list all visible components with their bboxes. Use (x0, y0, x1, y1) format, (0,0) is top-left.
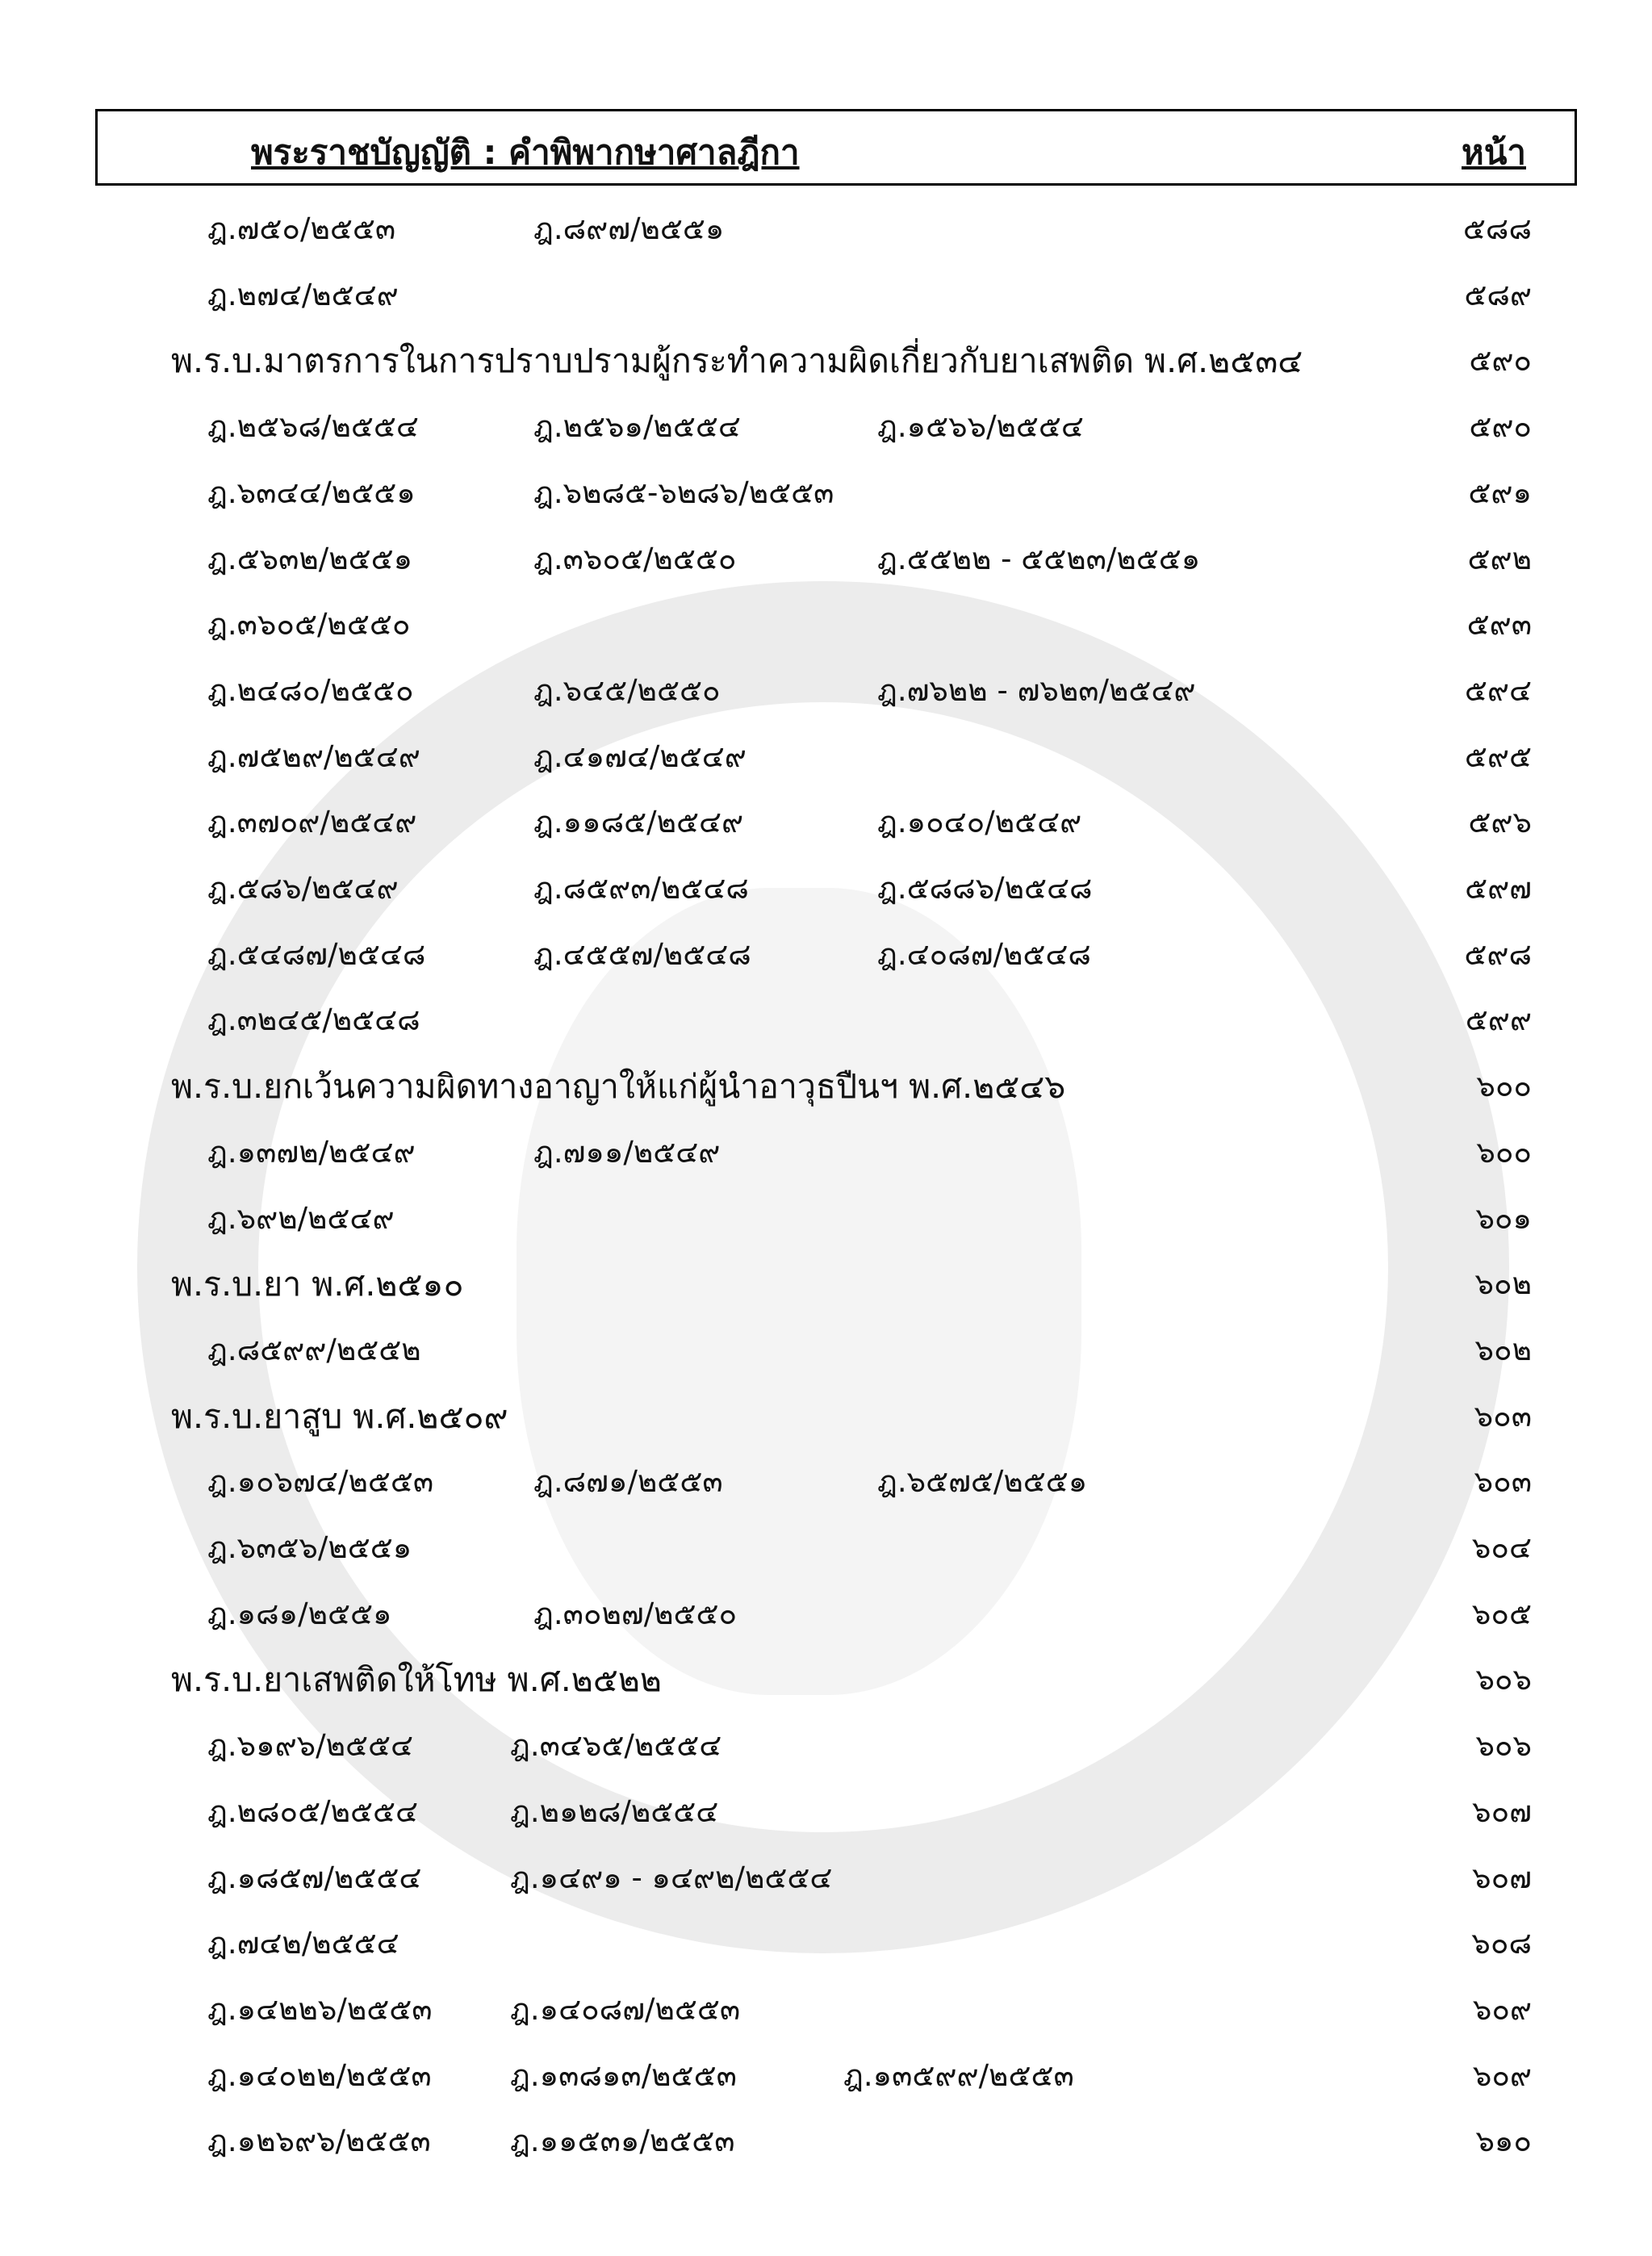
case-citation: ฎ.๘๕๙๓/๒๕๔๘ (533, 871, 749, 906)
page-number: ๕๙๖ (1468, 805, 1532, 840)
case-citation: ฎ.๗๕๐/๒๕๕๓ (207, 211, 396, 246)
act-title: พ.ร.บ.ยกเว้นความผิดทางอาญาให้แก่ผู้นำอาวุธปืนฯ พ.ศ.๒๕๔๖ (171, 1067, 1066, 1107)
case-citation: ฎ.๑๕๖๖/๒๕๕๔ (877, 409, 1084, 445)
case-citation: ฎ.๑๑๘๕/๒๕๔๙ (533, 805, 744, 840)
case-citation: ฎ.๑๓๘๑๓/๒๕๕๓ (510, 2057, 737, 2093)
index-header (95, 109, 1577, 186)
case-row (0, 996, 1652, 1044)
case-citation: ฎ.๗๑๑/๒๕๔๙ (533, 1134, 721, 1170)
page-number: ๖๐๖ (1475, 1662, 1532, 1697)
page-number: ๖๐๖ (1475, 1728, 1532, 1764)
case-row (0, 1524, 1652, 1572)
page-number: ๖๐๐ (1476, 1134, 1532, 1170)
case-row (0, 864, 1652, 913)
case-citation: ฎ.๑๔๙๑ - ๑๔๙๒/๒๕๕๔ (510, 1860, 833, 1895)
page-number: ๖๐๔ (1471, 1530, 1532, 1565)
case-citation: ฎ.๑๓๕๙๙/๒๕๕๓ (843, 2057, 1074, 2093)
case-citation: ฎ.๑๐๔๐/๒๕๔๙ (877, 805, 1082, 840)
case-row (0, 1128, 1652, 1177)
case-citation: ฎ.๕๖๓๒/๒๕๕๑ (207, 541, 413, 576)
case-citation: ฎ.๓๗๐๙/๒๕๔๙ (207, 805, 417, 840)
case-citation: ฎ.๑๔๐๘๗/๒๕๕๓ (510, 1991, 741, 2027)
case-citation: ฎ.๓๐๒๗/๒๕๕๐ (533, 1596, 738, 1631)
case-row (0, 205, 1652, 253)
case-citation: ฎ.๑๑๕๓๑/๒๕๕๓ (510, 2124, 735, 2159)
act-heading-row (0, 1062, 1652, 1111)
case-citation: ฎ.๓๖๐๕/๒๕๕๐ (207, 607, 411, 642)
case-row (0, 403, 1652, 451)
page-number: ๖๐๙ (1472, 2057, 1532, 2093)
case-row (0, 1722, 1652, 1770)
case-citation: ฎ.๖๕๗๕/๒๕๕๑ (877, 1464, 1088, 1500)
case-row (0, 1458, 1652, 1506)
case-row (0, 1195, 1652, 1243)
case-row (0, 271, 1652, 320)
page-number: ๕๙๗ (1465, 871, 1532, 906)
header-title: พระราชบัญญัติ : คำพิพากษาศาลฎีกา (251, 132, 800, 172)
page-number: ๖๐๓ (1474, 1464, 1532, 1500)
page-number: ๕๙๒ (1467, 541, 1532, 576)
case-citation: ฎ.๖๓๕๖/๒๕๕๑ (207, 1530, 412, 1565)
page-number: ๕๘๘ (1462, 211, 1532, 246)
case-citation: ฎ.๕๘๖/๒๕๔๙ (207, 871, 399, 906)
case-citation: ฎ.๓๖๐๕/๒๕๕๐ (533, 541, 737, 576)
case-citation: ฎ.๘๗๑/๒๕๕๓ (533, 1464, 723, 1500)
page-number: ๖๑๐ (1475, 2124, 1532, 2159)
case-citation: ฎ.๒๑๒๘/๒๕๕๔ (510, 1793, 719, 1829)
page-number: ๕๙๑ (1468, 475, 1532, 510)
case-citation: ฎ.๑๘๕๗/๒๕๕๔ (207, 1860, 422, 1895)
page-number: ๕๙๓ (1466, 607, 1532, 642)
header-page-label: หน้า (1462, 132, 1526, 172)
page-number: ๕๙๐ (1469, 409, 1532, 445)
case-row (0, 733, 1652, 781)
case-citation: ฎ.๕๔๘๗/๒๕๔๘ (207, 936, 426, 972)
case-citation: ฎ.๑๔๒๒๖/๒๕๕๓ (207, 1991, 433, 2027)
case-row (0, 1919, 1652, 1968)
case-citation: ฎ.๕๕๒๒ - ๕๕๒๓/๒๕๕๑ (877, 541, 1201, 576)
case-citation: ฎ.๕๘๘๖/๒๕๔๘ (877, 871, 1093, 906)
case-citation: ฎ.๑๓๗๒/๒๕๔๙ (207, 1134, 416, 1170)
page-number: ๕๙๕ (1464, 739, 1532, 774)
page-number: ๕๙๘ (1464, 936, 1532, 972)
case-row (0, 535, 1652, 584)
case-row (0, 931, 1652, 979)
case-citation: ฎ.๗๕๒๙/๒๕๔๙ (207, 739, 420, 774)
page-number: ๕๙๙ (1465, 1002, 1532, 1038)
act-heading-row (0, 1260, 1652, 1308)
case-citation: ฎ.๖๑๙๖/๒๕๕๔ (207, 1728, 414, 1764)
case-citation: ฎ.๓๒๔๕/๒๕๔๘ (207, 1002, 420, 1038)
page-number: ๕๙๐ (1469, 343, 1532, 379)
page-number: ๖๐๒ (1474, 1332, 1532, 1367)
act-title: พ.ร.บ.ยา พ.ศ.๒๕๑๐ (171, 1265, 464, 1304)
case-citation: ฎ.๖๔๕/๒๕๕๐ (533, 672, 721, 708)
case-citation: ฎ.๖๒๘๕-๖๒๘๖/๒๕๕๓ (533, 475, 834, 510)
page-number: ๕๘๙ (1464, 277, 1532, 312)
page-number: ๖๐๓ (1474, 1398, 1532, 1434)
page-number: ๖๐๗ (1472, 1793, 1532, 1829)
case-row (0, 1326, 1652, 1375)
case-citation: ฎ.๗๖๒๒ - ๗๖๒๓/๒๕๔๙ (877, 672, 1196, 708)
case-row (0, 2052, 1652, 2100)
case-row (0, 798, 1652, 847)
case-citation: ฎ.๑๘๑/๒๕๕๑ (207, 1596, 392, 1631)
act-title: พ.ร.บ.ยาสูบ พ.ศ.๒๕๐๙ (171, 1396, 508, 1436)
act-title: พ.ร.บ.มาตรการในการปราบปรามผู้กระทำความผิดเกี่ยวกับยาเสพติด พ.ศ.๒๕๓๔ (171, 341, 1303, 381)
act-heading-row (0, 1392, 1652, 1441)
case-citation: ฎ.๑๔๐๒๒/๒๕๕๓ (207, 2057, 432, 2093)
page-number: ๖๐๕ (1471, 1596, 1532, 1631)
case-citation: ฎ.๒๕๖๘/๒๕๕๔ (207, 409, 419, 445)
case-row (0, 1854, 1652, 1902)
case-citation: ฎ.๔๐๘๗/๒๕๔๘ (877, 936, 1091, 972)
case-citation: ฎ.๔๑๗๔/๒๕๔๙ (533, 739, 747, 774)
case-row (0, 601, 1652, 649)
case-citation: ฎ.๓๔๖๕/๒๕๕๔ (510, 1728, 722, 1764)
case-citation: ฎ.๘๙๗/๒๕๕๑ (533, 211, 725, 246)
case-citation: ฎ.๑๒๖๙๖/๒๕๕๓ (207, 2124, 431, 2159)
page-number: ๖๐๙ (1472, 1991, 1532, 2027)
case-row (0, 667, 1652, 715)
case-row (0, 1986, 1652, 2034)
case-citation: ฎ.๒๘๐๕/๒๕๕๔ (207, 1793, 418, 1829)
page-number: ๖๐๘ (1471, 1926, 1532, 1961)
case-citation: ฎ.๗๔๒/๒๕๕๔ (207, 1926, 399, 1961)
case-citation: ฎ.๒๔๘๐/๒๕๕๐ (207, 672, 414, 708)
case-citation: ฎ.๔๕๕๗/๒๕๔๘ (533, 936, 751, 972)
page-number: ๖๐๑ (1475, 1200, 1532, 1236)
page-number: ๖๐๒ (1474, 1266, 1532, 1302)
case-row (0, 1788, 1652, 1836)
case-citation: ฎ.๒๕๖๑/๒๕๕๔ (533, 409, 741, 445)
case-citation: ฎ.๖๙๒/๒๕๔๙ (207, 1200, 395, 1236)
act-heading-row (0, 337, 1652, 385)
case-citation: ฎ.๘๕๙๙/๒๕๕๒ (207, 1332, 421, 1367)
case-citation: ฎ.๒๗๔/๒๕๔๙ (207, 277, 399, 312)
case-citation: ฎ.๑๐๖๗๔/๒๕๕๓ (207, 1464, 434, 1500)
case-row (0, 2117, 1652, 2166)
case-row (0, 1590, 1652, 1639)
act-heading-row (0, 1655, 1652, 1704)
page-number: ๕๙๔ (1464, 672, 1532, 708)
case-citation: ฎ.๖๓๔๔/๒๕๕๑ (207, 475, 416, 510)
page-number: ๖๐๗ (1472, 1860, 1532, 1895)
page-number: ๖๐๐ (1476, 1069, 1532, 1104)
act-title: พ.ร.บ.ยาเสพติดให้โทษ พ.ศ.๒๕๒๒ (171, 1660, 662, 1700)
case-row (0, 469, 1652, 517)
